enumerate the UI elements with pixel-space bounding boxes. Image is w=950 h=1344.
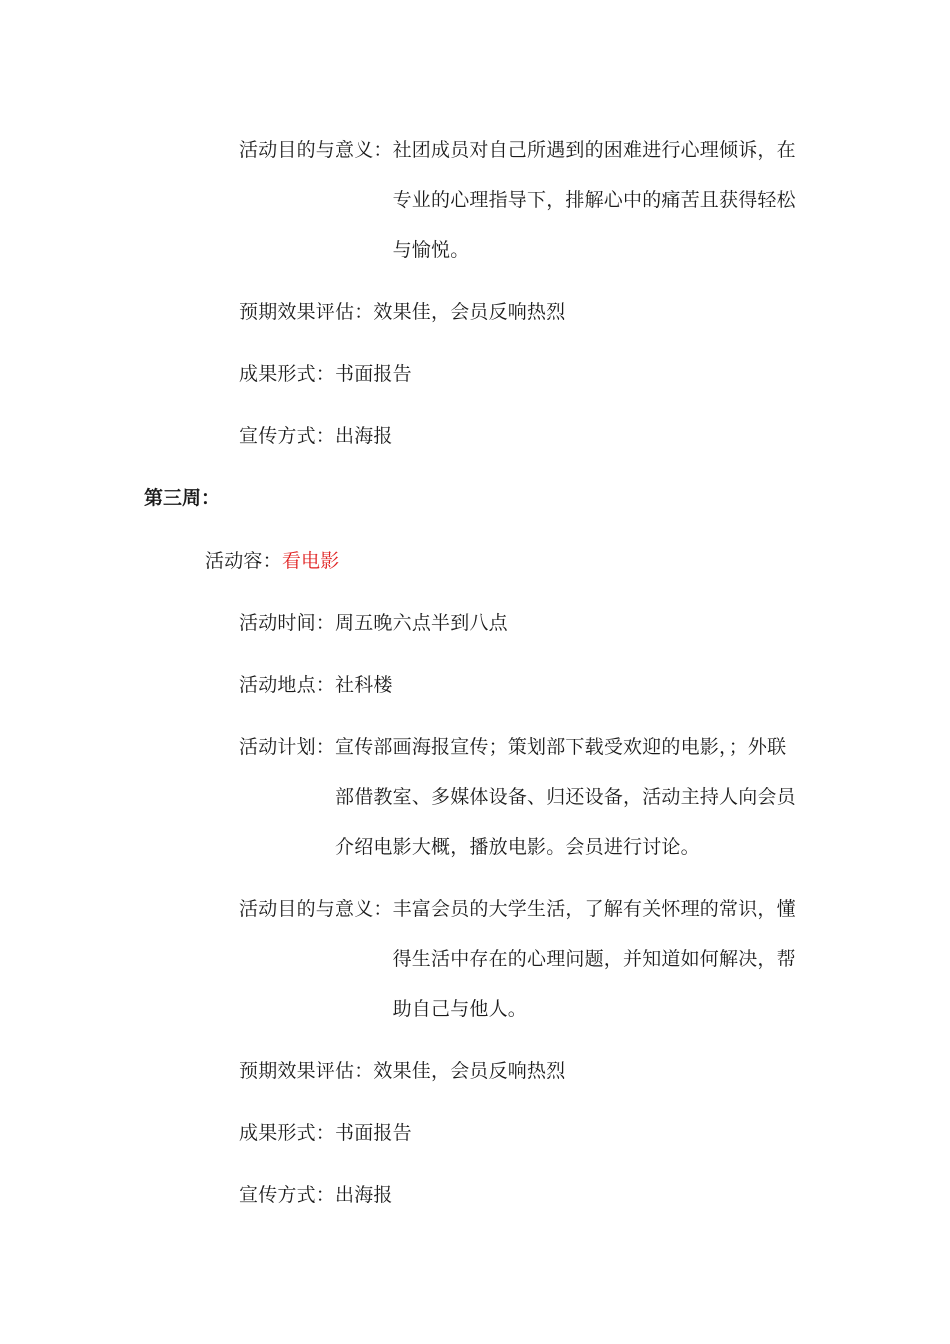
result-form-label: 成果形式： [239, 363, 336, 385]
location-label: 活动地点： [239, 674, 336, 696]
plan-line: 部借教室、多媒体设备、归还设备，活动主持人向会员 [335, 786, 796, 808]
week3-purpose-line: 得生活中存在的心理问题，并知道如何解决，帮 [392, 948, 796, 970]
purpose-label: 活动目的与意义： [239, 139, 393, 161]
purpose-line: 与愉悦。 [392, 239, 470, 261]
evaluation-row [239, 300, 565, 324]
week3-purpose-value [393, 897, 796, 1021]
week3-evaluation-row [239, 1059, 565, 1083]
purpose-value [393, 138, 796, 262]
publicity-row [239, 424, 393, 448]
week3-evaluation-label: 预期效果评估： [239, 1060, 374, 1082]
purpose-row [239, 138, 796, 262]
result-form-row [239, 362, 412, 386]
location-value: 社科楼 [335, 674, 393, 696]
purpose-line: 专业的心理指导下，排解心中的痛苦且获得轻松 [392, 189, 796, 211]
week3-result-form-value: 书面报告 [335, 1122, 412, 1144]
week3-evaluation-value: 效果佳，会员反响热烈 [373, 1060, 566, 1082]
plan-line: 介绍电影大概，播放电影。会员进行讨论。 [335, 836, 700, 858]
week3-result-form-label: 成果形式： [239, 1122, 336, 1144]
plan-label: 活动计划： [239, 736, 336, 758]
week3-purpose-line: 助自己与他人。 [392, 998, 528, 1020]
publicity-label: 宣传方式： [239, 425, 336, 447]
plan-value [335, 735, 796, 859]
content-value: 看电影 [281, 550, 340, 572]
evaluation-value: 效果佳，会员反响热烈 [373, 301, 566, 323]
time-label: 活动时间： [239, 612, 336, 634]
plan-line: 宣传部画海报宣传；策划部下载受欢迎的电影，；外联 [335, 736, 787, 758]
week3-publicity-label: 宣传方式： [239, 1184, 336, 1206]
week3-result-form-row [239, 1121, 412, 1145]
evaluation-label: 预期效果评估： [239, 301, 374, 323]
publicity-value: 出海报 [335, 425, 393, 447]
week3-heading: 第三周： [144, 487, 221, 509]
content-label: 活动容： [205, 550, 282, 572]
week3-purpose-label: 活动目的与意义： [239, 898, 393, 920]
week3-publicity-value: 出海报 [335, 1184, 393, 1206]
location-row [239, 673, 393, 697]
week3-purpose-line: 丰富会员的大学生活，了解有关怀理的常识，懂 [392, 898, 796, 920]
week3-purpose-row [239, 897, 796, 1021]
time-row [239, 611, 508, 635]
content-row [205, 549, 339, 573]
week3-publicity-row [239, 1183, 393, 1207]
purpose-line: 社团成员对自己所遇到的困难进行心理倾诉，在 [392, 139, 796, 161]
time-value: 周五晚六点半到八点 [335, 612, 508, 634]
result-form-value: 书面报告 [335, 363, 412, 385]
plan-row [239, 735, 796, 859]
